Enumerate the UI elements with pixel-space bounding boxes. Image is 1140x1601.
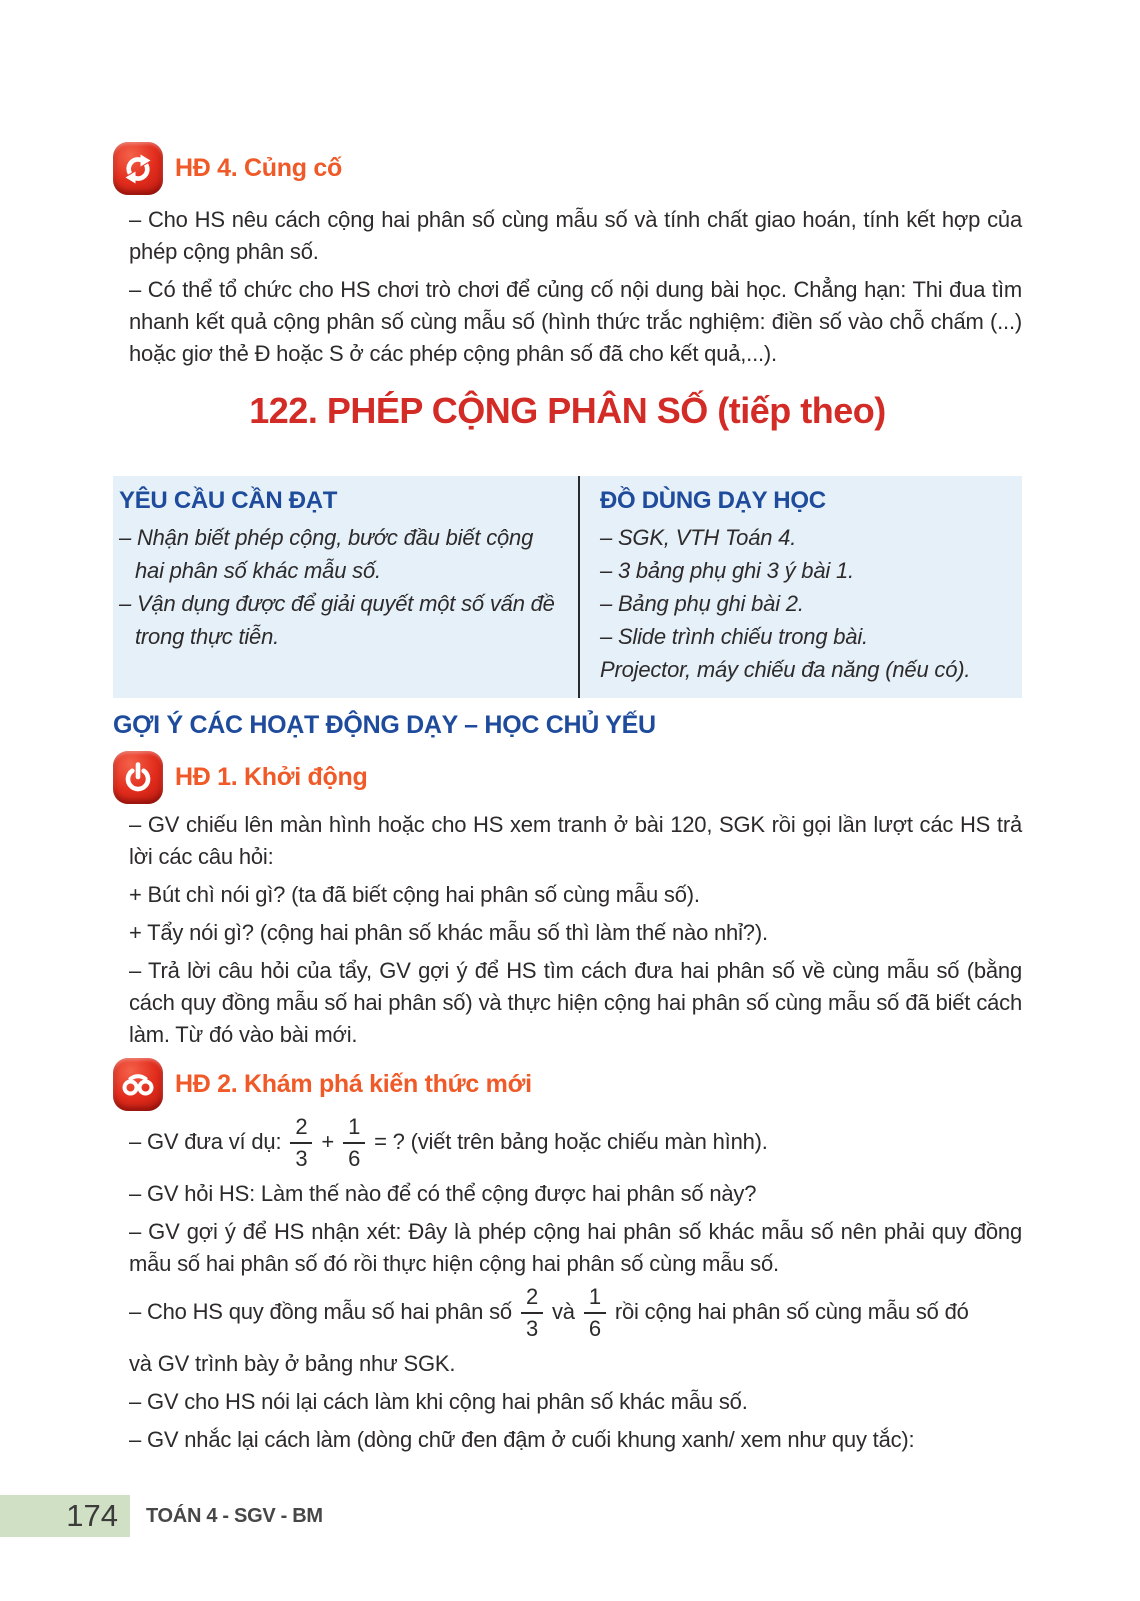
p4-prefix: – Cho HS quy đồng mẫu số hai phân số — [129, 1298, 512, 1324]
requirement-item: – Vận dụng được để giải quyết một số vấn đề trong thực tiễn. — [119, 591, 555, 649]
materials-header: ĐỒ DÙNG DẠY HỌC — [600, 487, 826, 514]
hd2-paragraph-4-continuation: và GV trình bày ở bảng như SGK. — [129, 1351, 456, 1376]
hd1-title: HĐ 1. Khởi động — [175, 763, 368, 791]
hd2-paragraph-4 — [113, 1286, 1022, 1340]
hd2-paragraph-3: – GV gợi ý để HS nhận xét: Đây là phép cộng hai phân số khác mẫu số nên phải quy đồng mẫu số hai phân số đó rồi thực hiện cộng hai phân số cùng mẫu số. — [129, 1219, 1022, 1276]
fraction-numerator: 2 — [521, 1286, 543, 1314]
material-item: – Bảng phụ ghi bài 2. — [600, 591, 804, 616]
p4-mid: và — [552, 1298, 575, 1324]
example-suffix: = ? (viết trên bảng hoặc chiếu màn hình). — [374, 1128, 768, 1154]
hd2-paragraph-2: – GV hỏi HS: Làm thế nào để có thể cộng được hai phân số này? — [129, 1181, 757, 1206]
requirements-column — [113, 476, 578, 698]
hd2-heading-row — [113, 1057, 1022, 1112]
material-item: – Slide trình chiếu trong bài. — [600, 624, 868, 649]
hd2-paragraph-5: – GV cho HS nói lại cách làm khi cộng hai phân số khác mẫu số. — [129, 1389, 748, 1414]
fraction-two-thirds — [521, 1286, 543, 1340]
material-item: – SGK, VTH Toán 4. — [600, 525, 797, 550]
activities-heading: GỢI Ý CÁC HOẠT ĐỘNG DẠY – HỌC CHỦ YẾU — [113, 711, 656, 739]
power-icon — [113, 751, 163, 804]
fraction-numerator: 1 — [584, 1286, 606, 1314]
hd2-title: HĐ 2. Khám phá kiến thức mới — [175, 1070, 532, 1098]
hd1-paragraph-3: + Tẩy nói gì? (cộng hai phân số khác mẫu số thì làm thế nào nhỉ?). — [129, 920, 768, 945]
p4-suffix: rồi cộng hai phân số cùng mẫu số đó — [614, 1298, 969, 1324]
book-label: TOÁN 4 - SGV - BM — [146, 1504, 323, 1527]
hd4-heading-row — [113, 141, 1022, 196]
lesson-info-table — [113, 476, 1022, 698]
hd1-paragraph-1: – GV chiếu lên màn hình hoặc cho HS xem tranh ở bài 120, SGK rồi gọi lần lượt các HS trả lời các câu hỏi: — [129, 812, 1022, 869]
fraction-denominator: 6 — [588, 1316, 601, 1341]
hd1-paragraph-2: + Bút chì nói gì? (ta đã biết cộng hai phân số cùng mẫu số). — [129, 882, 700, 907]
page-footer — [0, 1495, 1140, 1537]
binoculars-icon — [113, 1058, 163, 1111]
lesson-title: 122. PHÉP CỘNG PHÂN SỐ (tiếp theo) — [249, 390, 886, 431]
fraction-numerator: 2 — [290, 1116, 312, 1144]
hd1-paragraph-4: – Trả lời câu hỏi của tẩy, GV gợi ý để HS tìm cách đưa hai phân số về cùng mẫu số (bằng cách quy đồng mẫu số hai phân số) và thực hiện cộng hai phân số cùng mẫu số đã biết cách làm. Từ đó vào bài mới. — [129, 958, 1022, 1047]
fraction-one-sixth — [584, 1286, 606, 1340]
materials-column — [578, 476, 1022, 698]
hd2-paragraph-6: – GV nhắc lại cách làm (dòng chữ đen đậm ở cuối khung xanh/ xem như quy tắc): — [129, 1427, 915, 1452]
fraction-denominator: 3 — [525, 1316, 538, 1341]
plus-operator: + — [321, 1128, 335, 1154]
hd4-paragraph-2: – Có thể tổ chức cho HS chơi trò chơi để củng cố nội dung bài học. Chẳng hạn: Thi đua tìm nhanh kết quả cộng phân số cùng mẫu số (hình thức trắc nghiệm: điền số vào chỗ chấm (...) hoặc giơ thẻ Đ hoặc S ở các phép cộng phân số đã cho kết quả,...). — [129, 277, 1022, 366]
hd1-heading-row — [113, 750, 1022, 805]
requirement-item: – Nhận biết phép cộng, bước đầu biết cộng hai phân số khác mẫu số. — [119, 525, 534, 583]
material-item: Projector, máy chiếu đa năng (nếu có). — [600, 657, 971, 682]
material-item: – 3 bảng phụ ghi 3 ý bài 1. — [600, 558, 854, 583]
example-prefix: – GV đưa ví dụ: — [129, 1128, 282, 1154]
fraction-one-sixth — [343, 1116, 365, 1170]
page-number-box — [0, 1495, 130, 1537]
refresh-icon — [113, 142, 163, 195]
requirements-header: YÊU CẦU CẦN ĐẠT — [119, 487, 338, 514]
hd4-paragraph-1: – Cho HS nêu cách cộng hai phân số cùng mẫu số và tính chất giao hoán, tính kết hợp của phép cộng phân số. — [129, 207, 1022, 264]
fraction-numerator: 1 — [343, 1116, 365, 1144]
hd2-example-line — [113, 1116, 1022, 1170]
fraction-denominator: 3 — [295, 1146, 308, 1171]
page-content — [113, 141, 1022, 1462]
hd4-title: HĐ 4. Củng cố — [175, 154, 342, 182]
page-number: 174 — [66, 1498, 118, 1533]
fraction-denominator: 6 — [348, 1146, 361, 1171]
fraction-two-thirds — [290, 1116, 312, 1170]
